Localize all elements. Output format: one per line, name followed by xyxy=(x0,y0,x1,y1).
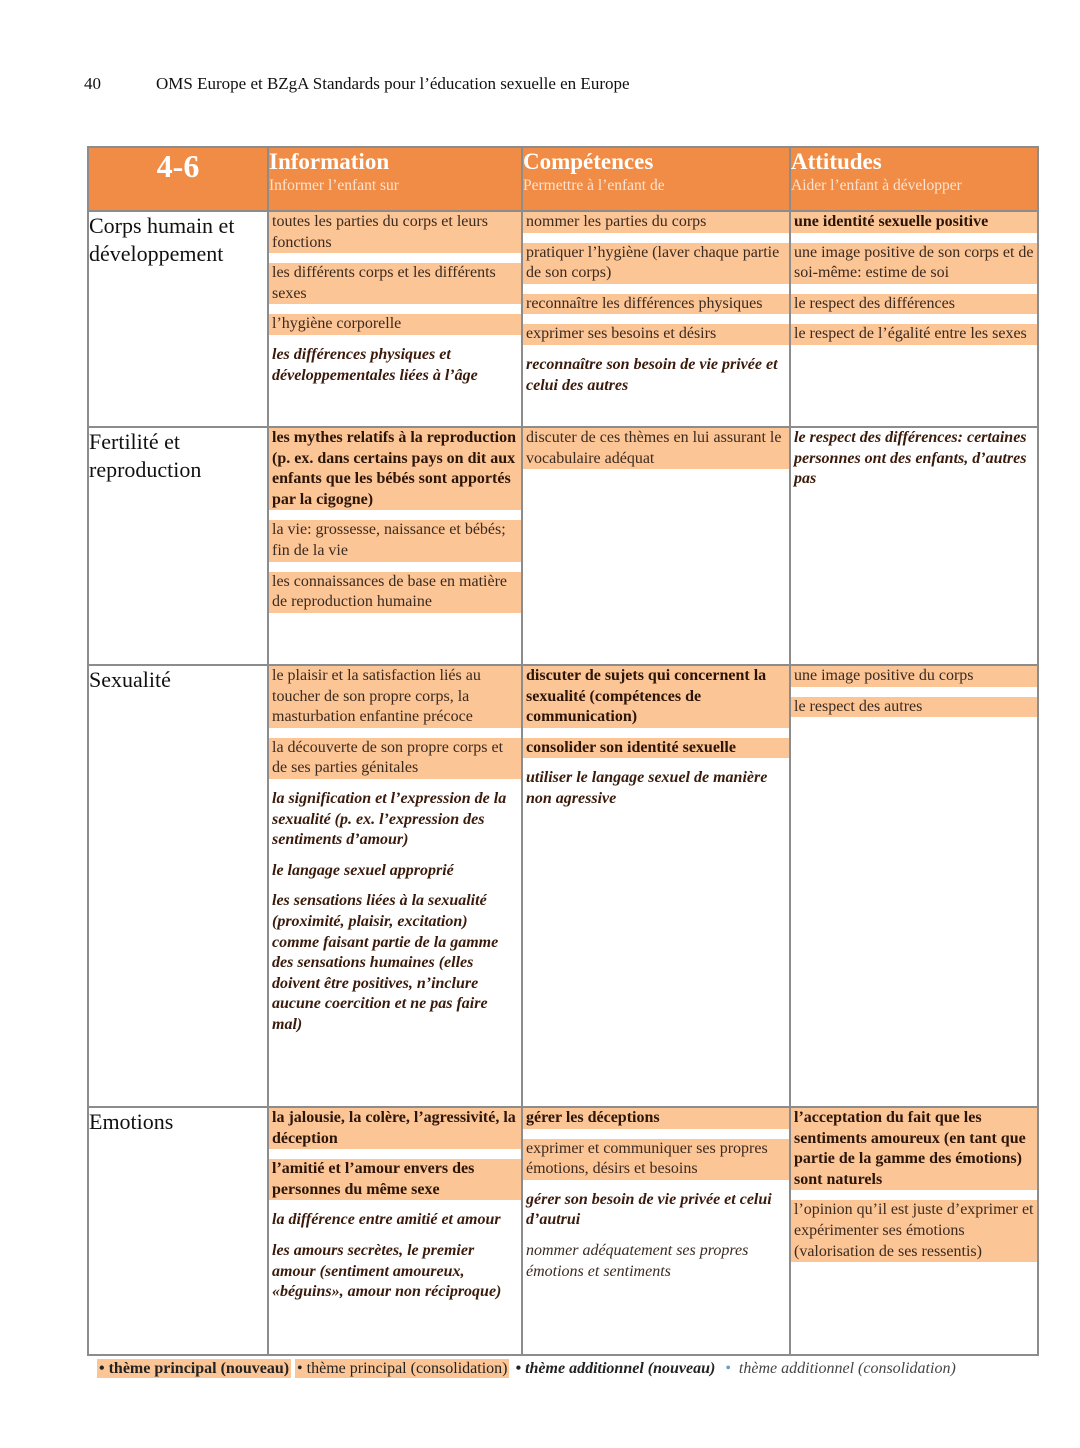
cell-item: le respect des différences xyxy=(791,294,1037,315)
competences-cell xyxy=(522,211,790,427)
cell-item: l’hygiène corporelle xyxy=(269,314,521,335)
competences-cell xyxy=(522,665,790,1107)
information-cell xyxy=(268,1107,522,1355)
column-title: Attitudes xyxy=(791,149,882,174)
cell-item: l’amitié et l’amour envers des personnes du même sexe xyxy=(269,1159,521,1200)
cell-item: le respect des autres xyxy=(791,697,1037,718)
cell-item: l’acceptation du fait que les sentiments amoureux (en tant que partie de la gamme des émotions) sont naturels xyxy=(791,1108,1037,1190)
cell-item: une image positive de son corps et de soi-même: estime de soi xyxy=(791,243,1037,284)
table-row xyxy=(88,211,1038,427)
legend-additional-consolidation xyxy=(721,1359,959,1378)
cell-item: les connaissances de base en matière de reproduction humaine xyxy=(269,572,521,613)
running-title: OMS Europe et BZgA Standards pour l’éducation sexuelle en Europe xyxy=(156,74,630,93)
cell-item: toutes les parties du corps et leurs fonctions xyxy=(269,212,521,253)
competences-cell xyxy=(522,1107,790,1355)
information-cell xyxy=(268,665,522,1107)
table-row xyxy=(88,427,1038,665)
legend-additional-new: • thème additionnel (nouveau) xyxy=(515,1360,716,1377)
table-row xyxy=(88,1107,1038,1355)
cell-item: exprimer ses besoins et désirs xyxy=(523,324,789,345)
attitudes-cell xyxy=(790,427,1038,665)
page-header xyxy=(84,74,630,94)
cell-item: discuter de sujets qui concernent la sexualité (compétences de communication) xyxy=(523,666,789,728)
legend xyxy=(97,1360,960,1378)
legend-bullet: • xyxy=(725,1360,731,1377)
age-group-header: 4-6 xyxy=(88,147,268,211)
cell-item: la différence entre amitié et amour xyxy=(272,1211,501,1229)
cell-item: nommer les parties du corps xyxy=(523,212,789,233)
cell-item: une identité sexuelle positive xyxy=(791,212,1037,233)
table-row xyxy=(88,665,1038,1107)
cell-item: le respect de l’égalité entre les sexes xyxy=(791,324,1037,345)
column-header-attitudes xyxy=(790,147,1038,211)
cell-item: le respect des différences: certaines personnes ont des enfants, d’autres pas xyxy=(794,429,1027,488)
standards-table xyxy=(87,146,1039,1356)
column-subtitle: Informer l’enfant sur xyxy=(269,177,399,194)
cell-item: une image positive du corps xyxy=(791,666,1037,687)
cell-item: les différences physiques et développementales liées à l’âge xyxy=(272,345,478,384)
cell-item: utiliser le langage sexuel de manière non agressive xyxy=(526,769,768,807)
cell-item: les amours secrètes, le premier amour (sentiment amoureux, «béguins», amour non réciproque) xyxy=(272,1241,502,1301)
information-cell xyxy=(268,211,522,427)
attitudes-cell xyxy=(790,665,1038,1107)
row-label: Fertilité et reproduction xyxy=(88,427,268,665)
column-subtitle: Permettre à l’enfant de xyxy=(523,177,665,194)
legend-main-consolidation: • thème principal (consolidation) xyxy=(297,1360,508,1377)
cell-item: les sensations liées à la sexualité (proximité, plaisir, excitation) comme faisant partie de la gamme des sensations humaines (elles doivent être positives, n’inclure aucune coercition et ne pas faire mal) xyxy=(272,892,499,1033)
legend-main-new: • thème principal (nouveau) xyxy=(99,1360,290,1377)
cell-item: les mythes relatifs à la reproduction (p. ex. dans certains pays on dit aux enfants que les bébés sont apportés par la cigogne) xyxy=(269,428,521,510)
cell-item: l’opinion qu’il est juste d’exprimer et expérimenter ses émotions (valorisation de ses ressentis) xyxy=(791,1200,1037,1262)
row-label: Emotions xyxy=(88,1107,268,1355)
column-title: Information xyxy=(269,149,390,174)
column-header-competences xyxy=(522,147,790,211)
cell-item: le plaisir et la satisfaction liés au toucher de son propre corps, la masturbation enfantine précoce xyxy=(269,666,521,728)
cell-item: gérer les déceptions xyxy=(523,1108,789,1129)
cell-item: les différents corps et les différents sexes xyxy=(269,263,521,304)
cell-item: discuter de ces thèmes en lui assurant le vocabulaire adéquat xyxy=(523,428,789,469)
cell-item: gérer son besoin de vie privée et celui d’autrui xyxy=(526,1190,772,1229)
cell-item: la signification et l’expression de la sexualité (p. ex. l’expression des sentiments d’amour) xyxy=(272,789,507,849)
attitudes-cell xyxy=(790,211,1038,427)
cell-item: la vie: grossesse, naissance et bébés; fin de la vie xyxy=(269,520,521,561)
table-header-row xyxy=(88,147,1038,211)
attitudes-cell xyxy=(790,1107,1038,1355)
column-title: Compétences xyxy=(523,149,654,174)
cell-item: exprimer et communiquer ses propres émotions, désirs et besoins xyxy=(523,1139,789,1180)
cell-item: reconnaître son besoin de vie privée et celui des autres xyxy=(526,355,778,394)
cell-item: le langage sexuel approprié xyxy=(272,861,454,879)
information-cell xyxy=(268,427,522,665)
cell-item: la découverte de son propre corps et de ses parties génitales xyxy=(269,738,521,779)
column-header-information xyxy=(268,147,522,211)
cell-item: nommer adéquatement ses propres émotions et sentiments xyxy=(526,1241,749,1280)
row-label: Sexualité xyxy=(88,665,268,1107)
cell-item: pratiquer l’hygiène (laver chaque partie de son corps) xyxy=(523,243,789,284)
column-subtitle: Aider l’enfant à développer xyxy=(791,177,962,194)
row-label: Corps humain et développement xyxy=(88,211,268,427)
cell-item: consolider son identité sexuelle xyxy=(523,738,789,759)
cell-item: la jalousie, la colère, l’agressivité, la déception xyxy=(269,1108,521,1149)
competences-cell xyxy=(522,427,790,665)
cell-item: reconnaître les différences physiques xyxy=(523,294,789,315)
page-number: 40 xyxy=(84,74,101,93)
legend-text: thème additionnel (consolidation) xyxy=(734,1360,956,1377)
